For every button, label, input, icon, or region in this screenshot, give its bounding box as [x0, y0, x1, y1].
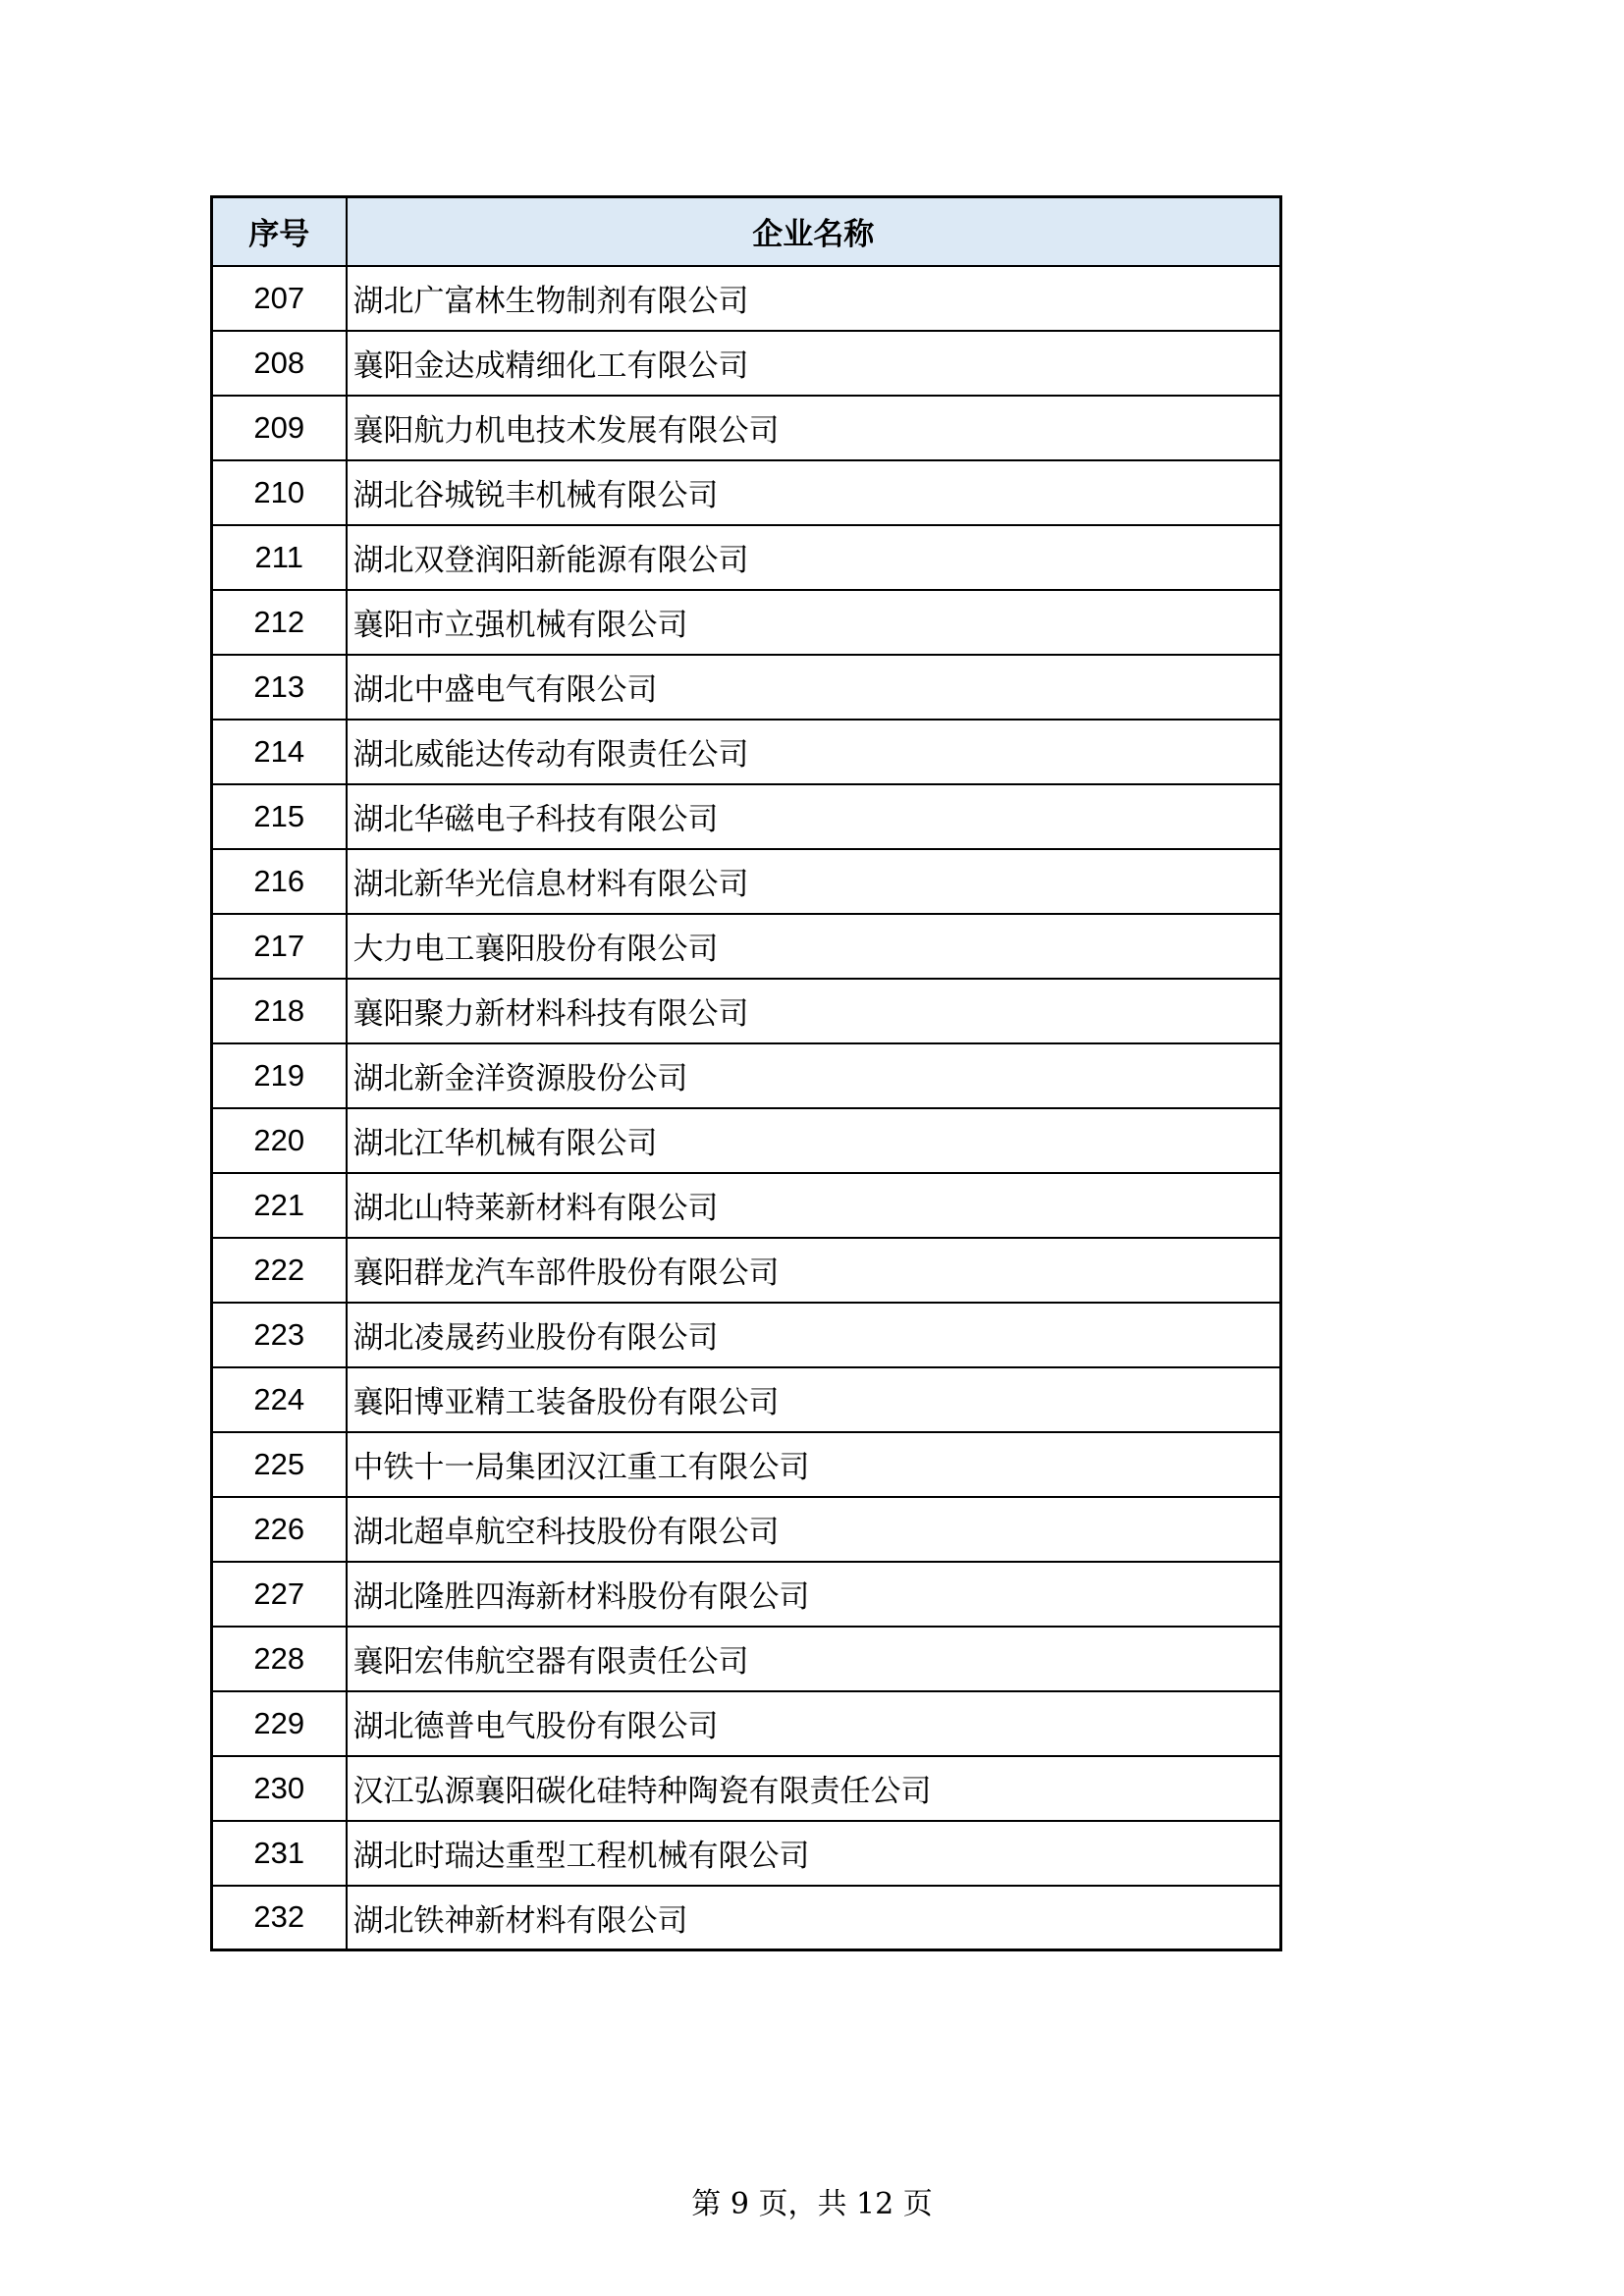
- row-seq: 220: [212, 1108, 347, 1173]
- table-row: [212, 396, 1281, 460]
- header-seq: 序号: [212, 197, 347, 266]
- table-row: [212, 1043, 1281, 1108]
- table-row: [212, 784, 1281, 849]
- row-company-name: 湖北超卓航空科技股份有限公司: [347, 1497, 1281, 1562]
- row-company-name: 湖北隆胜四海新材料股份有限公司: [347, 1562, 1281, 1627]
- table-row: [212, 1173, 1281, 1238]
- table-row: [212, 460, 1281, 525]
- table-row: [212, 1303, 1281, 1367]
- row-company-name: 湖北时瑞达重型工程机械有限公司: [347, 1821, 1281, 1886]
- row-company-name: 汉江弘源襄阳碳化硅特种陶瓷有限责任公司: [347, 1756, 1281, 1821]
- row-company-name: 襄阳航力机电技术发展有限公司: [347, 396, 1281, 460]
- table-row: [212, 720, 1281, 784]
- row-company-name: 襄阳金达成精细化工有限公司: [347, 331, 1281, 396]
- row-company-name: 襄阳聚力新材料科技有限公司: [347, 979, 1281, 1043]
- row-company-name: 湖北威能达传动有限责任公司: [347, 720, 1281, 784]
- enterprise-table: [210, 195, 1282, 1951]
- row-company-name: 湖北中盛电气有限公司: [347, 655, 1281, 720]
- table-row: [212, 1821, 1281, 1886]
- table-row: [212, 979, 1281, 1043]
- row-company-name: 襄阳宏伟航空器有限责任公司: [347, 1627, 1281, 1691]
- table-row: [212, 1108, 1281, 1173]
- row-seq: 230: [212, 1756, 347, 1821]
- row-seq: 221: [212, 1173, 347, 1238]
- table-row: [212, 1562, 1281, 1627]
- row-seq: 229: [212, 1691, 347, 1756]
- row-company-name: 湖北双登润阳新能源有限公司: [347, 525, 1281, 590]
- row-seq: 217: [212, 914, 347, 979]
- row-seq: 225: [212, 1432, 347, 1497]
- table-header-row: [212, 197, 1281, 266]
- row-company-name: 湖北铁神新材料有限公司: [347, 1886, 1281, 1950]
- table-row: [212, 1367, 1281, 1432]
- row-company-name: 襄阳市立强机械有限公司: [347, 590, 1281, 655]
- table-row: [212, 1432, 1281, 1497]
- row-company-name: 襄阳群龙汽车部件股份有限公司: [347, 1238, 1281, 1303]
- row-seq: 210: [212, 460, 347, 525]
- row-seq: 226: [212, 1497, 347, 1562]
- table-row: [212, 1756, 1281, 1821]
- row-company-name: 湖北德普电气股份有限公司: [347, 1691, 1281, 1756]
- row-seq: 214: [212, 720, 347, 784]
- row-company-name: 湖北谷城锐丰机械有限公司: [347, 460, 1281, 525]
- table-row: [212, 849, 1281, 914]
- row-seq: 227: [212, 1562, 347, 1627]
- table-row: [212, 1886, 1281, 1950]
- header-name: 企业名称: [347, 197, 1281, 266]
- row-company-name: 湖北广富林生物制剂有限公司: [347, 266, 1281, 331]
- row-company-name: 中铁十一局集团汉江重工有限公司: [347, 1432, 1281, 1497]
- row-company-name: 湖北新华光信息材料有限公司: [347, 849, 1281, 914]
- table-row: [212, 525, 1281, 590]
- row-seq: 228: [212, 1627, 347, 1691]
- row-seq: 208: [212, 331, 347, 396]
- row-seq: 215: [212, 784, 347, 849]
- row-seq: 211: [212, 525, 347, 590]
- table-row: [212, 914, 1281, 979]
- row-seq: 218: [212, 979, 347, 1043]
- row-seq: 216: [212, 849, 347, 914]
- row-seq: 207: [212, 266, 347, 331]
- page-footer: 第 9 页，共 12 页: [691, 2187, 933, 2221]
- table-row: [212, 1627, 1281, 1691]
- row-company-name: 湖北山特莱新材料有限公司: [347, 1173, 1281, 1238]
- table-row: [212, 590, 1281, 655]
- row-company-name: 大力电工襄阳股份有限公司: [347, 914, 1281, 979]
- row-seq: 222: [212, 1238, 347, 1303]
- row-seq: 219: [212, 1043, 347, 1108]
- row-company-name: 襄阳博亚精工装备股份有限公司: [347, 1367, 1281, 1432]
- row-seq: 231: [212, 1821, 347, 1886]
- row-company-name: 湖北凌晟药业股份有限公司: [347, 1303, 1281, 1367]
- table-row: [212, 655, 1281, 720]
- table-row: [212, 1238, 1281, 1303]
- row-company-name: 湖北新金洋资源股份公司: [347, 1043, 1281, 1108]
- row-seq: 223: [212, 1303, 347, 1367]
- row-seq: 212: [212, 590, 347, 655]
- row-seq: 209: [212, 396, 347, 460]
- row-seq: 224: [212, 1367, 347, 1432]
- table-row: [212, 1691, 1281, 1756]
- row-company-name: 湖北华磁电子科技有限公司: [347, 784, 1281, 849]
- table-row: [212, 266, 1281, 331]
- row-company-name: 湖北江华机械有限公司: [347, 1108, 1281, 1173]
- table-row: [212, 1497, 1281, 1562]
- row-seq: 213: [212, 655, 347, 720]
- table-row: [212, 331, 1281, 396]
- row-seq: 232: [212, 1886, 347, 1950]
- table-body: [212, 266, 1281, 1950]
